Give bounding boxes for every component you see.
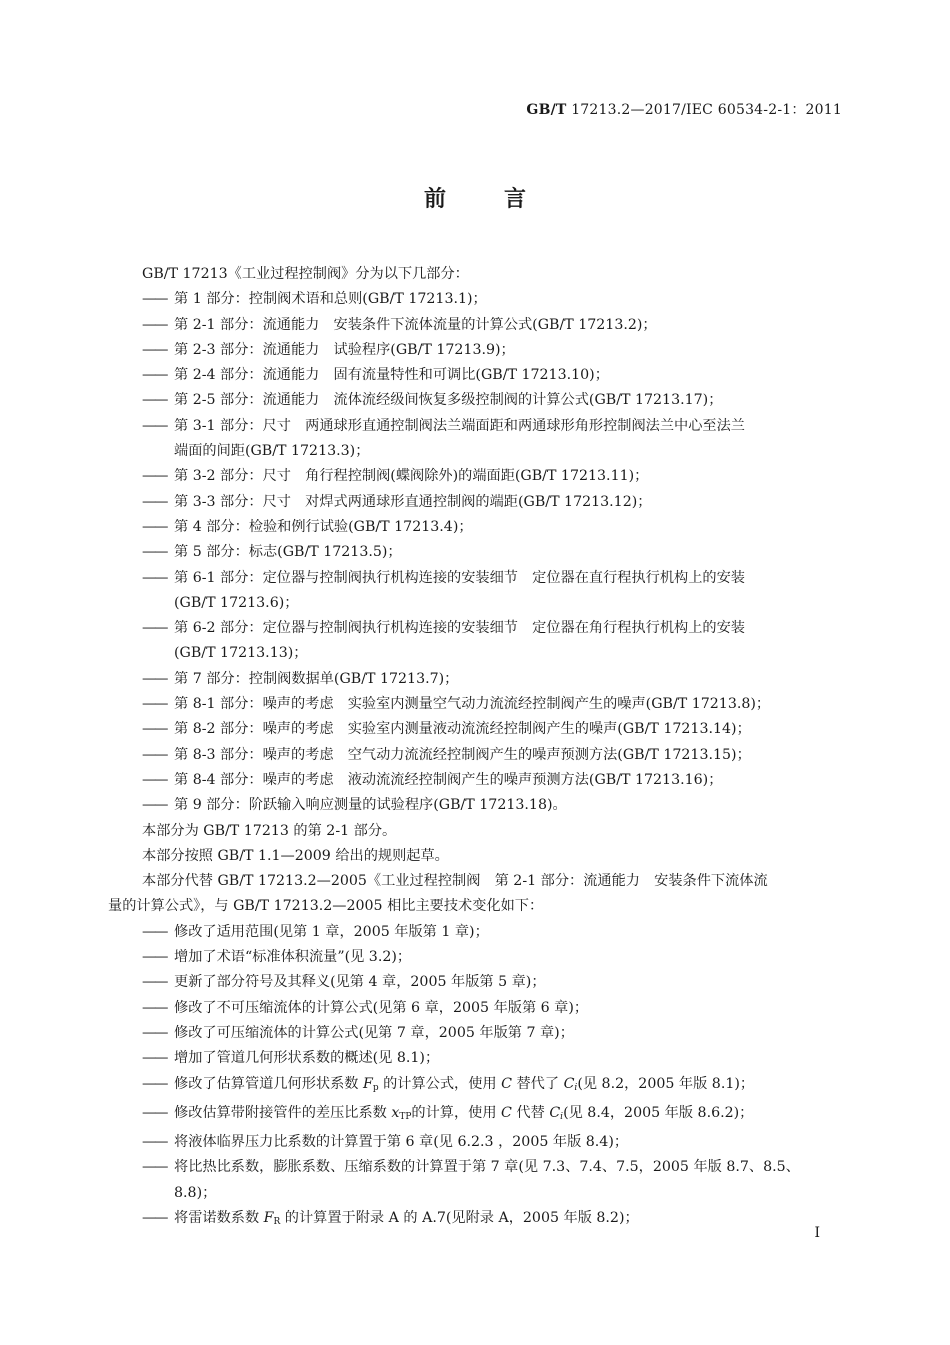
part-item: —— 第 9 部分：阶跃输入响应测量的试验程序(GB/T 17213.18)。 (142, 797, 567, 814)
part-item: —— 第 7 部分：控制阀数据单(GB/T 17213.7)； (142, 670, 459, 687)
change-item: —— 修改了估算管道几何形状系数 $F_p$ 的计算公式，使用 C 替代了 $C_i$(见 8.2，2005 年版 8.1)； (142, 1075, 755, 1093)
part-item: —— 第 8-1 部分：噪声的考虑 实验室内测量空气动力流流经控制阀产生的噪声(GB/T 17213.8)； (142, 696, 771, 713)
paragraph-part-scope: 本部分为 GB/T 17213 的第 2-1 部分。 (142, 822, 397, 839)
part-item: —— 第 5 部分：标志(GB/T 17213.5)； (142, 544, 402, 561)
part-item: —— 第 8-2 部分：噪声的考虑 实验室内测量液动流流经控制阀产生的噪声(GB/T 17213.14)； (142, 721, 751, 738)
change-item: —— 增加了术语“标准体积流量”(见 3.2)； (142, 949, 412, 966)
part-item: —— 第 6-1 部分：定位器与控制阀执行机构连接的安装细节 定位器在直行程执行机构上的安装 (142, 569, 745, 586)
document-body (108, 262, 846, 1235)
intro-paragraph: GB/T 17213《工业过程控制阀》分为以下几部分： (142, 266, 469, 282)
change-item: —— 将雷诺数系数 $F_R$ 的计算置于附录 A 的 A.7(见附录 A，2005 年版 8.2)； (142, 1209, 639, 1227)
part-item-continuation: (GB/T 17213.6)； (174, 594, 299, 611)
part-item: —— 第 4 部分：检验和例行试验(GB/T 17213.4)； (142, 518, 473, 535)
part-item-continuation: (GB/T 17213.13)； (174, 645, 308, 662)
part-item: —— 第 3-1 部分：尺寸 两通球形直通控制阀法兰端面距和两通球形角形控制阀法兰中心至法兰 (142, 417, 745, 434)
part-item: —— 第 6-2 部分：定位器与控制阀执行机构连接的安装细节 定位器在角行程执行机构上的安装 (142, 620, 745, 637)
header-code-bold: GB/T (526, 102, 567, 118)
change-item: —— 更新了部分符号及其释义(见第 4 章，2005 年版第 5 章)； (142, 974, 546, 991)
part-item: —— 第 2-3 部分：流通能力 试验程序(GB/T 17213.9)； (142, 341, 515, 358)
header-code-rest: 17213.2—2017/IEC 60534-2-1：2011 (566, 102, 842, 118)
change-item: —— 修改了适用范围(见第 1 章，2005 年版第 1 章)； (142, 923, 489, 940)
paragraph-replacement-continuation: 量的计算公式》，与 GB/T 17213.2—2005 相比主要技术变化如下： (108, 898, 544, 915)
part-item: —— 第 2-5 部分：流通能力 流体流经级间恢复多级控制阀的计算公式(GB/T 17213.17)； (142, 392, 723, 409)
standard-code-header (526, 99, 842, 119)
change-item: —— 将液体临界压力比系数的计算置于第 6 章(见 6.2.3 ，2005 年版 8.4)； (142, 1134, 629, 1151)
part-item: —— 第 2-1 部分：流通能力 安装条件下流体流量的计算公式(GB/T 17213.2)； (142, 316, 657, 333)
part-item: —— 第 1 部分：控制阀术语和总则(GB/T 17213.1)； (142, 291, 487, 308)
change-item: —— 将比热比系数，膨胀系数、压缩系数的计算置于第 7 章(见 7.3、7.4、7.5，2005 年版 8.7、8.5、 (142, 1159, 800, 1176)
part-item: —— 第 8-3 部分：噪声的考虑 空气动力流流经控制阀产生的噪声预测方法(GB/T 17213.15)； (142, 746, 751, 763)
change-item: —— 修改了不可压缩流体的计算公式(见第 6 章，2005 年版第 6 章)； (142, 999, 589, 1016)
change-item: —— 增加了管道几何形状系数的概述(见 8.1)； (142, 1050, 440, 1067)
paragraph-drafting-rules: 本部分按照 GB/T 1.1—2009 给出的规则起草。 (142, 847, 449, 864)
page-title: 前言 (423, 187, 584, 212)
part-item: —— 第 3-2 部分：尺寸 角行程控制阀(蝶阀除外)的端面距(GB/T 17213.11)； (142, 468, 649, 485)
change-item: —— 修改估算带附接管件的差压比系数 $x_{TP}$的计算，使用 C 代替 $C_i$(见 8.4，2005 年版 8.6.2)； (142, 1104, 754, 1122)
change-item: —— 修改了可压缩流体的计算公式(见第 7 章，2005 年版第 7 章)； (142, 1024, 574, 1041)
page-number: I (814, 1225, 820, 1241)
part-item-continuation: 端面的间距(GB/T 17213.3)； (174, 443, 370, 460)
part-item: —— 第 3-3 部分：尺寸 对焊式两通球形直通控制阀的端距(GB/T 17213.12)； (142, 493, 652, 510)
part-item: —— 第 2-4 部分：流通能力 固有流量特性和可调比(GB/T 17213.10)； (142, 367, 609, 384)
paragraph-replacement: 本部分代替 GB/T 17213.2—2005《工业过程控制阀 第 2-1 部分：流通能力 安装条件下流体流 (142, 873, 768, 890)
part-item: —— 第 8-4 部分：噪声的考虑 液动流流经控制阀产生的噪声预测方法(GB/T 17213.16)； (142, 771, 723, 788)
change-item-continuation: 8.8)； (174, 1184, 217, 1201)
